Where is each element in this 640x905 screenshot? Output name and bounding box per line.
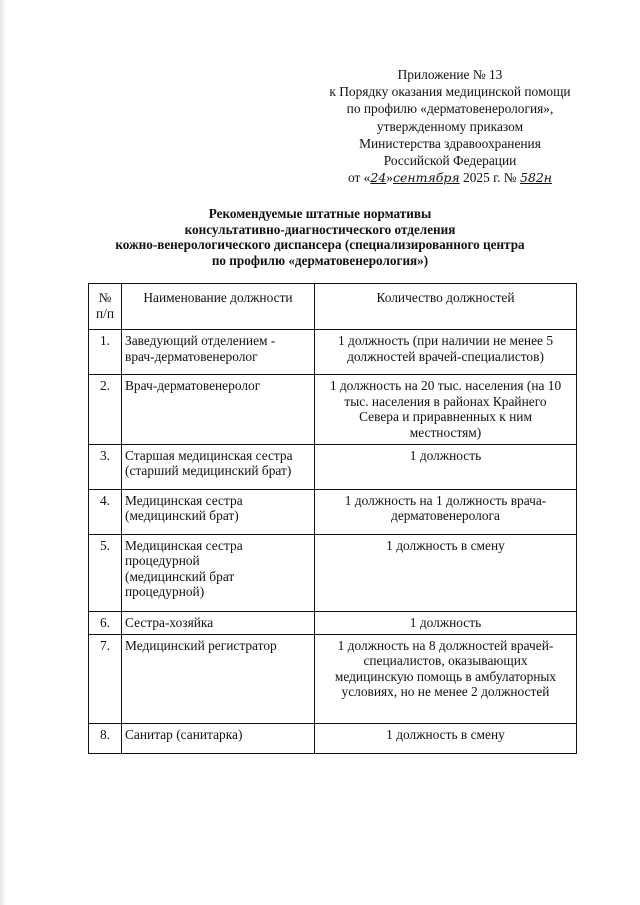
row-number: 6. [89, 611, 122, 634]
row-number: 8. [89, 723, 122, 753]
position-count-line: 1 должность в смену [386, 537, 505, 553]
row-number: 5. [89, 534, 122, 611]
position-count-line: 1 должность на 20 тыс. населения (на 10 [329, 378, 562, 394]
position-name-line: процедурной) [125, 584, 205, 600]
table-body [89, 330, 577, 753]
table-row [89, 489, 577, 534]
row-number: 2. [89, 375, 122, 444]
annex-header [300, 66, 600, 186]
annex-reference: к Порядку оказания медицинской помощи [329, 84, 571, 100]
position-name-line: Заведующий отделением - [125, 333, 276, 349]
position-name [122, 723, 315, 753]
date-day-handwritten: 24 [370, 170, 387, 186]
date-prefix: от « [347, 170, 371, 186]
annex-ministry: Министерства здравоохранения [359, 135, 541, 151]
annex-date-line [300, 169, 600, 186]
position-count-line: дерматовенеролога [391, 508, 500, 524]
order-number-handwritten: 582н [519, 170, 553, 186]
position-count [315, 489, 577, 534]
position-name-line: Медицинская сестра [125, 492, 243, 508]
position-count-line: 1 должность на 8 должностей врачей- [337, 637, 554, 653]
position-count-line: 1 должность (при наличии не менее 5 [337, 333, 554, 349]
position-count [315, 444, 577, 489]
date-month-handwritten: сентября [392, 170, 460, 186]
position-name [122, 330, 315, 375]
position-name-line: (медицинский брат [125, 568, 235, 584]
title-line-1: Рекомендуемые штатные нормативы [208, 206, 432, 221]
position-count-line: 1 должность на 1 должность врача- [344, 492, 547, 508]
annex-country: Российской Федерации [383, 153, 517, 169]
position-count-line: медицинскую помощь в амбулаторных [334, 668, 557, 684]
scan-edge-shadow [0, 0, 6, 905]
position-name [122, 375, 315, 444]
position-name [122, 444, 315, 489]
table-row [89, 375, 577, 444]
document-title [80, 206, 560, 268]
row-number: 3. [89, 444, 122, 489]
row-number: 1. [89, 330, 122, 375]
position-name-line: Санитар (санитарка) [125, 726, 243, 742]
position-count-line: должностей врачей-специалистов) [347, 348, 544, 364]
position-name [122, 634, 315, 723]
table-row [89, 611, 577, 634]
row-number: 7. [89, 634, 122, 723]
position-count-line: 1 должность [409, 447, 482, 463]
annex-approved: утвержденному приказом [376, 118, 524, 134]
date-mid: » [386, 170, 393, 186]
position-count-line: 1 должность в смену [386, 726, 505, 742]
position-count-line: условиях, но не менее 2 должностей [341, 684, 550, 700]
position-name-line: Старшая медицинская сестра [125, 447, 293, 463]
position-count-line: тыс. населения в районах Крайнего [344, 393, 547, 409]
position-name-line: Сестра-хозяйка [125, 614, 214, 630]
position-count-line: местностям) [409, 424, 482, 440]
title-line-2: консультативно-диагностического отделения [184, 221, 456, 237]
position-name [122, 534, 315, 611]
position-count-line: Севера и приравненных к ним [359, 409, 532, 425]
position-name [122, 489, 315, 534]
table-row [89, 330, 577, 375]
position-name-line: врач-дерматовенеролог [125, 348, 258, 364]
position-count-line: специалистов, оказывающих [363, 653, 528, 669]
table-row [89, 534, 577, 611]
annex-profile: по профилю «дерматовенерология», [346, 101, 554, 117]
position-name-line: Врач-дерматовенеролог [125, 378, 261, 394]
position-count [315, 723, 577, 753]
table-row [89, 723, 577, 753]
header-number: № п/п [89, 284, 122, 330]
date-year: 2025 г. № [459, 170, 520, 186]
position-name-line: Медицинский регистратор [125, 637, 277, 653]
position-name-line: (старший медицинский брат) [125, 463, 292, 479]
position-count [315, 634, 577, 723]
header-position-name: Наименование должности [122, 284, 315, 330]
staffing-table [88, 283, 577, 754]
annex-number: Приложение № 13 [397, 67, 503, 82]
position-count [315, 375, 577, 444]
header-position-count: Количество должностей [315, 284, 577, 330]
title-line-4: по профилю «дерматовенерология») [211, 252, 429, 268]
position-count [315, 330, 577, 375]
row-number: 4. [89, 489, 122, 534]
position-count [315, 611, 577, 634]
position-name [122, 611, 315, 634]
position-name-line: процедурной [125, 553, 200, 569]
position-name-line: (медицинский брат) [125, 508, 239, 524]
table-header-row [89, 284, 577, 330]
position-name-line: Медицинская сестра [125, 537, 243, 553]
position-count [315, 534, 577, 611]
title-line-3: кожно-венерологического диспансера (специализированного центра [115, 237, 525, 253]
table-row [89, 444, 577, 489]
table-row [89, 634, 577, 723]
position-count-line: 1 должность [409, 614, 482, 630]
